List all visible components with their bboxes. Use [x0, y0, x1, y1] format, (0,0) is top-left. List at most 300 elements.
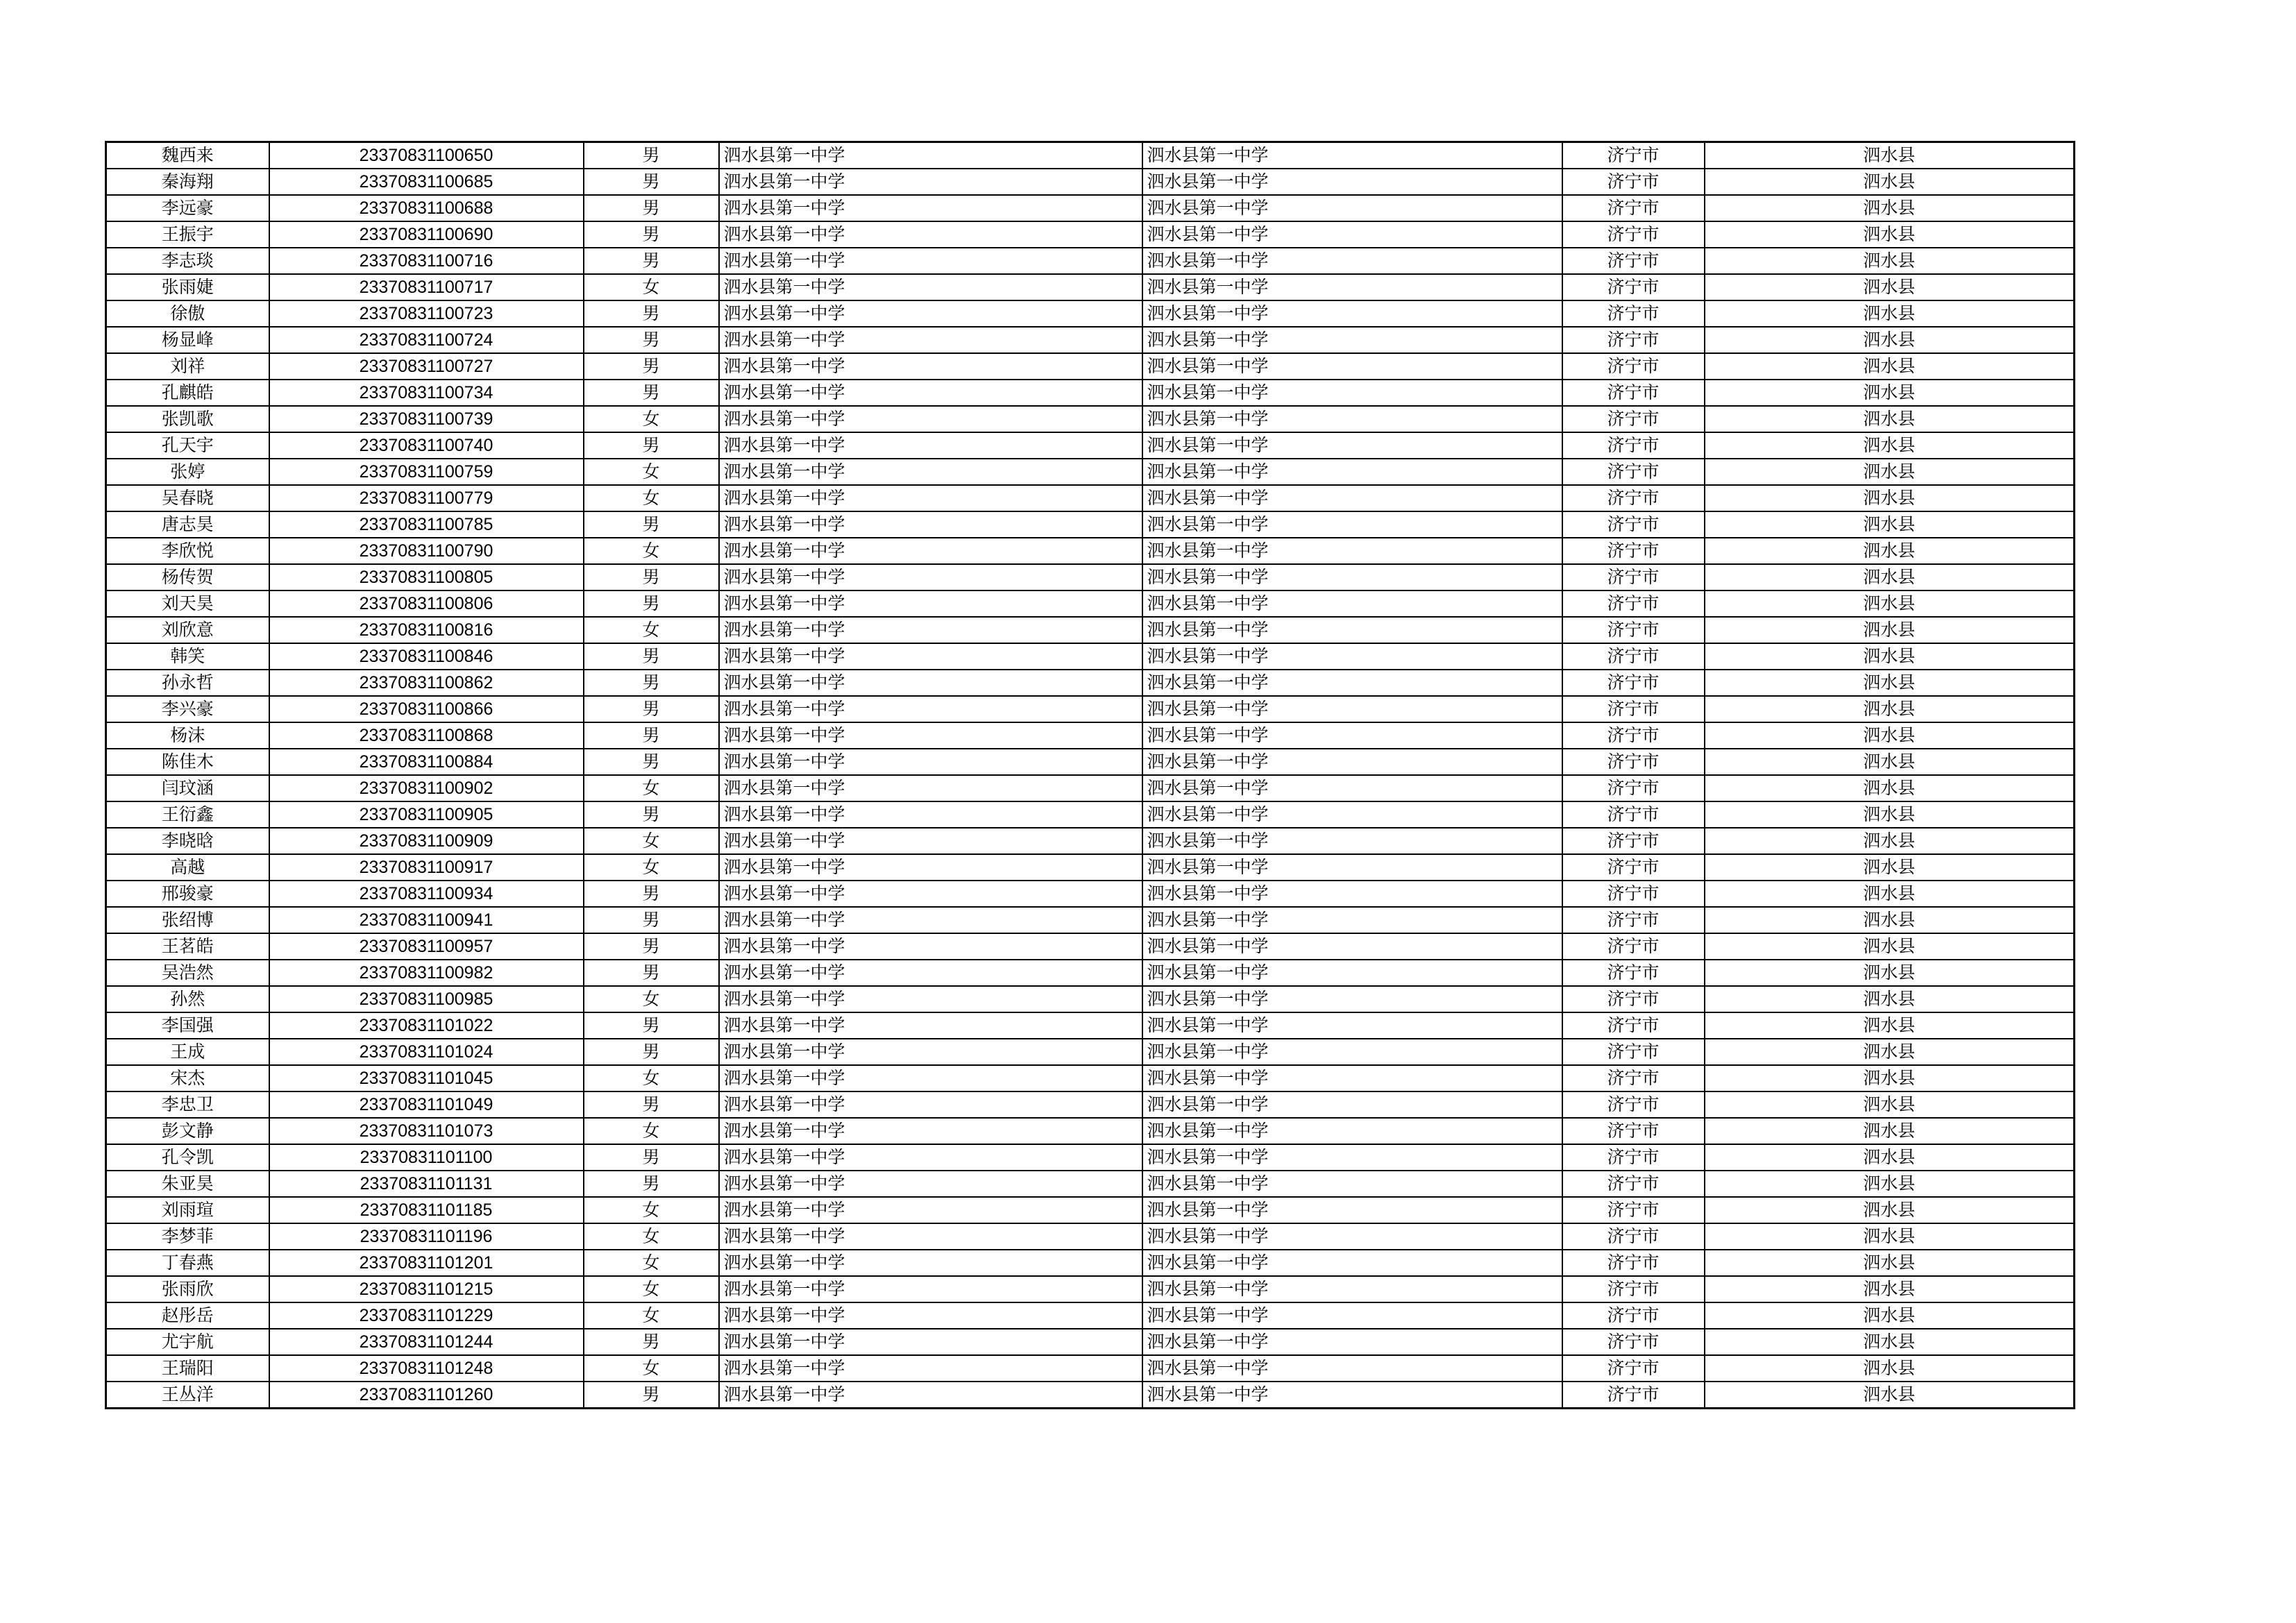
gender-cell: 男: [584, 960, 719, 986]
county-cell: 泗水县: [1705, 617, 2075, 643]
school-cell: 泗水县第一中学: [719, 617, 1142, 643]
exam-number-cell: 23370831100905: [269, 801, 584, 828]
student-name-cell: 彭文静: [106, 1118, 269, 1144]
table-row: [106, 1171, 2075, 1197]
exam-number-cell: 23370831100806: [269, 590, 584, 617]
county-cell: 泗水县: [1705, 1250, 2075, 1276]
graduation-school-cell: 泗水县第一中学: [1142, 907, 1562, 933]
school-cell: 泗水县第一中学: [719, 854, 1142, 881]
county-cell: 泗水县: [1705, 142, 2075, 169]
table-row: [106, 1250, 2075, 1276]
school-cell: 泗水县第一中学: [719, 1302, 1142, 1329]
school-cell: 泗水县第一中学: [719, 1223, 1142, 1250]
school-cell: 泗水县第一中学: [719, 221, 1142, 248]
table-row: [106, 775, 2075, 801]
school-cell: 泗水县第一中学: [719, 195, 1142, 221]
student-name-cell: 刘雨瑄: [106, 1197, 269, 1223]
city-cell: 济宁市: [1562, 169, 1705, 195]
city-cell: 济宁市: [1562, 933, 1705, 960]
school-cell: 泗水县第一中学: [719, 538, 1142, 564]
table-row: [106, 854, 2075, 881]
graduation-school-cell: 泗水县第一中学: [1142, 1091, 1562, 1118]
student-name-cell: 张凯歌: [106, 406, 269, 432]
gender-cell: 男: [584, 511, 719, 538]
school-cell: 泗水县第一中学: [719, 696, 1142, 722]
city-cell: 济宁市: [1562, 907, 1705, 933]
table-row: [106, 195, 2075, 221]
city-cell: 济宁市: [1562, 801, 1705, 828]
gender-cell: 女: [584, 617, 719, 643]
exam-number-cell: 23370831100846: [269, 643, 584, 670]
graduation-school-cell: 泗水县第一中学: [1142, 380, 1562, 406]
exam-number-cell: 23370831100909: [269, 828, 584, 854]
school-cell: 泗水县第一中学: [719, 432, 1142, 459]
table-row: [106, 643, 2075, 670]
city-cell: 济宁市: [1562, 643, 1705, 670]
school-cell: 泗水县第一中学: [719, 590, 1142, 617]
student-name-cell: 李晓晗: [106, 828, 269, 854]
county-cell: 泗水县: [1705, 1355, 2075, 1382]
graduation-school-cell: 泗水县第一中学: [1142, 722, 1562, 749]
gender-cell: 女: [584, 406, 719, 432]
exam-number-cell: 23370831100724: [269, 327, 584, 353]
student-name-cell: 张绍博: [106, 907, 269, 933]
county-cell: 泗水县: [1705, 300, 2075, 327]
school-cell: 泗水县第一中学: [719, 511, 1142, 538]
city-cell: 济宁市: [1562, 353, 1705, 380]
gender-cell: 女: [584, 775, 719, 801]
gender-cell: 男: [584, 353, 719, 380]
gender-cell: 女: [584, 1197, 719, 1223]
table-row: [106, 1091, 2075, 1118]
county-cell: 泗水县: [1705, 670, 2075, 696]
city-cell: 济宁市: [1562, 828, 1705, 854]
gender-cell: 男: [584, 380, 719, 406]
table-row: [106, 221, 2075, 248]
student-name-cell: 王丛洋: [106, 1382, 269, 1409]
school-cell: 泗水县第一中学: [719, 1039, 1142, 1065]
city-cell: 济宁市: [1562, 195, 1705, 221]
student-name-cell: 刘欣意: [106, 617, 269, 643]
gender-cell: 男: [584, 300, 719, 327]
exam-number-cell: 23370831100685: [269, 169, 584, 195]
county-cell: 泗水县: [1705, 854, 2075, 881]
school-cell: 泗水县第一中学: [719, 1091, 1142, 1118]
graduation-school-cell: 泗水县第一中学: [1142, 300, 1562, 327]
student-name-cell: 王衍鑫: [106, 801, 269, 828]
county-cell: 泗水县: [1705, 459, 2075, 485]
student-name-cell: 宋杰: [106, 1065, 269, 1091]
city-cell: 济宁市: [1562, 511, 1705, 538]
table-row: [106, 1382, 2075, 1409]
graduation-school-cell: 泗水县第一中学: [1142, 195, 1562, 221]
city-cell: 济宁市: [1562, 327, 1705, 353]
gender-cell: 女: [584, 1355, 719, 1382]
city-cell: 济宁市: [1562, 459, 1705, 485]
student-name-cell: 杨传贺: [106, 564, 269, 590]
county-cell: 泗水县: [1705, 775, 2075, 801]
exam-number-cell: 23370831101185: [269, 1197, 584, 1223]
city-cell: 济宁市: [1562, 406, 1705, 432]
county-cell: 泗水县: [1705, 248, 2075, 274]
gender-cell: 男: [584, 221, 719, 248]
graduation-school-cell: 泗水县第一中学: [1142, 353, 1562, 380]
gender-cell: 男: [584, 195, 719, 221]
gender-cell: 男: [584, 1091, 719, 1118]
exam-number-cell: 23370831101022: [269, 1012, 584, 1039]
gender-cell: 女: [584, 1223, 719, 1250]
county-cell: 泗水县: [1705, 538, 2075, 564]
county-cell: 泗水县: [1705, 1144, 2075, 1171]
exam-number-cell: 23370831101196: [269, 1223, 584, 1250]
school-cell: 泗水县第一中学: [719, 722, 1142, 749]
exam-number-cell: 23370831101100: [269, 1144, 584, 1171]
table-row: [106, 617, 2075, 643]
student-name-cell: 闫玟涵: [106, 775, 269, 801]
exam-number-cell: 23370831100957: [269, 933, 584, 960]
gender-cell: 男: [584, 1382, 719, 1409]
student-name-cell: 刘天昊: [106, 590, 269, 617]
exam-number-cell: 23370831100734: [269, 380, 584, 406]
school-cell: 泗水县第一中学: [719, 960, 1142, 986]
gender-cell: 女: [584, 459, 719, 485]
student-name-cell: 唐志昊: [106, 511, 269, 538]
table-row: [106, 590, 2075, 617]
city-cell: 济宁市: [1562, 1144, 1705, 1171]
gender-cell: 男: [584, 696, 719, 722]
gender-cell: 男: [584, 1012, 719, 1039]
graduation-school-cell: 泗水县第一中学: [1142, 1118, 1562, 1144]
table-row: [106, 327, 2075, 353]
school-cell: 泗水县第一中学: [719, 1250, 1142, 1276]
city-cell: 济宁市: [1562, 248, 1705, 274]
city-cell: 济宁市: [1562, 749, 1705, 775]
school-cell: 泗水县第一中学: [719, 986, 1142, 1012]
school-cell: 泗水县第一中学: [719, 1144, 1142, 1171]
county-cell: 泗水县: [1705, 221, 2075, 248]
student-name-cell: 陈佳木: [106, 749, 269, 775]
graduation-school-cell: 泗水县第一中学: [1142, 248, 1562, 274]
student-name-cell: 王振宇: [106, 221, 269, 248]
table-row: [106, 1276, 2075, 1302]
city-cell: 济宁市: [1562, 617, 1705, 643]
graduation-school-cell: 泗水县第一中学: [1142, 406, 1562, 432]
graduation-school-cell: 泗水县第一中学: [1142, 142, 1562, 169]
table-row: [106, 933, 2075, 960]
school-cell: 泗水县第一中学: [719, 248, 1142, 274]
county-cell: 泗水县: [1705, 169, 2075, 195]
county-cell: 泗水县: [1705, 485, 2075, 511]
graduation-school-cell: 泗水县第一中学: [1142, 854, 1562, 881]
graduation-school-cell: 泗水县第一中学: [1142, 1302, 1562, 1329]
county-cell: 泗水县: [1705, 195, 2075, 221]
county-cell: 泗水县: [1705, 564, 2075, 590]
graduation-school-cell: 泗水县第一中学: [1142, 590, 1562, 617]
graduation-school-cell: 泗水县第一中学: [1142, 1223, 1562, 1250]
school-cell: 泗水县第一中学: [719, 670, 1142, 696]
city-cell: 济宁市: [1562, 485, 1705, 511]
exam-number-cell: 23370831100688: [269, 195, 584, 221]
city-cell: 济宁市: [1562, 142, 1705, 169]
exam-number-cell: 23370831101045: [269, 1065, 584, 1091]
table-row: [106, 538, 2075, 564]
graduation-school-cell: 泗水县第一中学: [1142, 274, 1562, 300]
gender-cell: 女: [584, 538, 719, 564]
graduation-school-cell: 泗水县第一中学: [1142, 749, 1562, 775]
graduation-school-cell: 泗水县第一中学: [1142, 1012, 1562, 1039]
exam-number-cell: 23370831100941: [269, 907, 584, 933]
exam-number-cell: 23370831100790: [269, 538, 584, 564]
city-cell: 济宁市: [1562, 881, 1705, 907]
county-cell: 泗水县: [1705, 511, 2075, 538]
graduation-school-cell: 泗水县第一中学: [1142, 1197, 1562, 1223]
exam-number-cell: 23370831100727: [269, 353, 584, 380]
exam-number-cell: 23370831101201: [269, 1250, 584, 1276]
graduation-school-cell: 泗水县第一中学: [1142, 801, 1562, 828]
table-row: [106, 274, 2075, 300]
school-cell: 泗水县第一中学: [719, 643, 1142, 670]
exam-number-cell: 23370831100690: [269, 221, 584, 248]
city-cell: 济宁市: [1562, 1302, 1705, 1329]
gender-cell: 女: [584, 986, 719, 1012]
gender-cell: 男: [584, 169, 719, 195]
student-name-cell: 杨显峰: [106, 327, 269, 353]
gender-cell: 男: [584, 749, 719, 775]
gender-cell: 男: [584, 643, 719, 670]
exam-number-cell: 23370831101215: [269, 1276, 584, 1302]
city-cell: 济宁市: [1562, 590, 1705, 617]
graduation-school-cell: 泗水县第一中学: [1142, 828, 1562, 854]
student-name-cell: 朱亚昊: [106, 1171, 269, 1197]
graduation-school-cell: 泗水县第一中学: [1142, 933, 1562, 960]
exam-number-cell: 23370831101131: [269, 1171, 584, 1197]
county-cell: 泗水县: [1705, 406, 2075, 432]
table-row: [106, 1197, 2075, 1223]
table-row: [106, 1039, 2075, 1065]
graduation-school-cell: 泗水县第一中学: [1142, 960, 1562, 986]
table-row: [106, 432, 2075, 459]
table-row: [106, 1223, 2075, 1250]
city-cell: 济宁市: [1562, 1197, 1705, 1223]
county-cell: 泗水县: [1705, 907, 2075, 933]
graduation-school-cell: 泗水县第一中学: [1142, 775, 1562, 801]
table-row: [106, 801, 2075, 828]
table-row: [106, 248, 2075, 274]
gender-cell: 男: [584, 1039, 719, 1065]
table-row: [106, 1065, 2075, 1091]
school-cell: 泗水县第一中学: [719, 1329, 1142, 1355]
table-row: [106, 828, 2075, 854]
student-name-cell: 杨沫: [106, 722, 269, 749]
table-row: [106, 1118, 2075, 1144]
city-cell: 济宁市: [1562, 1118, 1705, 1144]
table-row: [106, 1355, 2075, 1382]
exam-number-cell: 23370831101244: [269, 1329, 584, 1355]
city-cell: 济宁市: [1562, 1329, 1705, 1355]
student-name-cell: 张雨欣: [106, 1276, 269, 1302]
school-cell: 泗水县第一中学: [719, 801, 1142, 828]
table-row: [106, 380, 2075, 406]
city-cell: 济宁市: [1562, 986, 1705, 1012]
county-cell: 泗水县: [1705, 986, 2075, 1012]
gender-cell: 男: [584, 564, 719, 590]
table-row: [106, 353, 2075, 380]
school-cell: 泗水县第一中学: [719, 169, 1142, 195]
school-cell: 泗水县第一中学: [719, 1355, 1142, 1382]
student-name-cell: 李忠卫: [106, 1091, 269, 1118]
exam-number-cell: 23370831100982: [269, 960, 584, 986]
exam-number-cell: 23370831100862: [269, 670, 584, 696]
table-row: [106, 986, 2075, 1012]
student-name-cell: 孙永哲: [106, 670, 269, 696]
school-cell: 泗水县第一中学: [719, 1171, 1142, 1197]
school-cell: 泗水县第一中学: [719, 300, 1142, 327]
city-cell: 济宁市: [1562, 1223, 1705, 1250]
graduation-school-cell: 泗水县第一中学: [1142, 1276, 1562, 1302]
school-cell: 泗水县第一中学: [719, 749, 1142, 775]
city-cell: 济宁市: [1562, 274, 1705, 300]
student-name-cell: 丁春燕: [106, 1250, 269, 1276]
student-name-cell: 孙然: [106, 986, 269, 1012]
table-row: [106, 907, 2075, 933]
city-cell: 济宁市: [1562, 1171, 1705, 1197]
school-cell: 泗水县第一中学: [719, 327, 1142, 353]
city-cell: 济宁市: [1562, 696, 1705, 722]
table-row: [106, 696, 2075, 722]
student-name-cell: 王成: [106, 1039, 269, 1065]
gender-cell: 男: [584, 142, 719, 169]
graduation-school-cell: 泗水县第一中学: [1142, 564, 1562, 590]
school-cell: 泗水县第一中学: [719, 274, 1142, 300]
school-cell: 泗水县第一中学: [719, 1382, 1142, 1409]
school-cell: 泗水县第一中学: [719, 459, 1142, 485]
graduation-school-cell: 泗水县第一中学: [1142, 1039, 1562, 1065]
table-row: [106, 300, 2075, 327]
student-name-cell: 秦海翔: [106, 169, 269, 195]
gender-cell: 女: [584, 828, 719, 854]
graduation-school-cell: 泗水县第一中学: [1142, 881, 1562, 907]
city-cell: 济宁市: [1562, 432, 1705, 459]
table-row: [106, 749, 2075, 775]
exam-number-cell: 23370831100740: [269, 432, 584, 459]
city-cell: 济宁市: [1562, 722, 1705, 749]
county-cell: 泗水县: [1705, 1223, 2075, 1250]
student-name-cell: 李远豪: [106, 195, 269, 221]
city-cell: 济宁市: [1562, 854, 1705, 881]
graduation-school-cell: 泗水县第一中学: [1142, 459, 1562, 485]
city-cell: 济宁市: [1562, 1065, 1705, 1091]
city-cell: 济宁市: [1562, 380, 1705, 406]
gender-cell: 女: [584, 1118, 719, 1144]
exam-number-cell: 23370831100902: [269, 775, 584, 801]
graduation-school-cell: 泗水县第一中学: [1142, 1144, 1562, 1171]
gender-cell: 男: [584, 248, 719, 274]
exam-number-cell: 23370831100716: [269, 248, 584, 274]
student-name-cell: 吴浩然: [106, 960, 269, 986]
school-cell: 泗水县第一中学: [719, 380, 1142, 406]
graduation-school-cell: 泗水县第一中学: [1142, 327, 1562, 353]
graduation-school-cell: 泗水县第一中学: [1142, 617, 1562, 643]
gender-cell: 男: [584, 1171, 719, 1197]
county-cell: 泗水县: [1705, 749, 2075, 775]
county-cell: 泗水县: [1705, 696, 2075, 722]
exam-number-cell: 23370831101049: [269, 1091, 584, 1118]
table-row: [106, 1144, 2075, 1171]
exam-number-cell: 23370831100785: [269, 511, 584, 538]
exam-number-cell: 23370831101073: [269, 1118, 584, 1144]
table-row: [106, 1012, 2075, 1039]
county-cell: 泗水县: [1705, 1039, 2075, 1065]
exam-number-cell: 23370831100717: [269, 274, 584, 300]
city-cell: 济宁市: [1562, 1355, 1705, 1382]
school-cell: 泗水县第一中学: [719, 933, 1142, 960]
county-cell: 泗水县: [1705, 274, 2075, 300]
student-name-cell: 邢骏豪: [106, 881, 269, 907]
gender-cell: 男: [584, 933, 719, 960]
exam-number-cell: 23370831100805: [269, 564, 584, 590]
student-name-cell: 孔麒皓: [106, 380, 269, 406]
gender-cell: 男: [584, 327, 719, 353]
city-cell: 济宁市: [1562, 221, 1705, 248]
student-name-cell: 徐傲: [106, 300, 269, 327]
gender-cell: 男: [584, 670, 719, 696]
table-row: [106, 564, 2075, 590]
city-cell: 济宁市: [1562, 670, 1705, 696]
table-row: [106, 485, 2075, 511]
graduation-school-cell: 泗水县第一中学: [1142, 643, 1562, 670]
student-name-cell: 李兴豪: [106, 696, 269, 722]
graduation-school-cell: 泗水县第一中学: [1142, 169, 1562, 195]
gender-cell: 男: [584, 881, 719, 907]
gender-cell: 女: [584, 854, 719, 881]
gender-cell: 女: [584, 1250, 719, 1276]
gender-cell: 女: [584, 274, 719, 300]
student-name-cell: 李国强: [106, 1012, 269, 1039]
county-cell: 泗水县: [1705, 590, 2075, 617]
county-cell: 泗水县: [1705, 801, 2075, 828]
graduation-school-cell: 泗水县第一中学: [1142, 986, 1562, 1012]
school-cell: 泗水县第一中学: [719, 142, 1142, 169]
county-cell: 泗水县: [1705, 933, 2075, 960]
roster-body: [106, 142, 2075, 1409]
city-cell: 济宁市: [1562, 300, 1705, 327]
school-cell: 泗水县第一中学: [719, 564, 1142, 590]
student-name-cell: 吴春晓: [106, 485, 269, 511]
graduation-school-cell: 泗水县第一中学: [1142, 432, 1562, 459]
city-cell: 济宁市: [1562, 1250, 1705, 1276]
school-cell: 泗水县第一中学: [719, 485, 1142, 511]
roster-sheet: [105, 141, 2073, 1409]
county-cell: 泗水县: [1705, 432, 2075, 459]
exam-number-cell: 23370831101024: [269, 1039, 584, 1065]
exam-number-cell: 23370831100816: [269, 617, 584, 643]
gender-cell: 女: [584, 1302, 719, 1329]
exam-number-cell: 23370831100723: [269, 300, 584, 327]
table-row: [106, 670, 2075, 696]
student-name-cell: 魏西来: [106, 142, 269, 169]
county-cell: 泗水县: [1705, 1276, 2075, 1302]
city-cell: 济宁市: [1562, 538, 1705, 564]
graduation-school-cell: 泗水县第一中学: [1142, 221, 1562, 248]
student-name-cell: 尤宇航: [106, 1329, 269, 1355]
graduation-school-cell: 泗水县第一中学: [1142, 511, 1562, 538]
table-row: [106, 511, 2075, 538]
exam-number-cell: 23370831101248: [269, 1355, 584, 1382]
county-cell: 泗水县: [1705, 1118, 2075, 1144]
exam-number-cell: 23370831100650: [269, 142, 584, 169]
student-name-cell: 韩笑: [106, 643, 269, 670]
table-row: [106, 1329, 2075, 1355]
